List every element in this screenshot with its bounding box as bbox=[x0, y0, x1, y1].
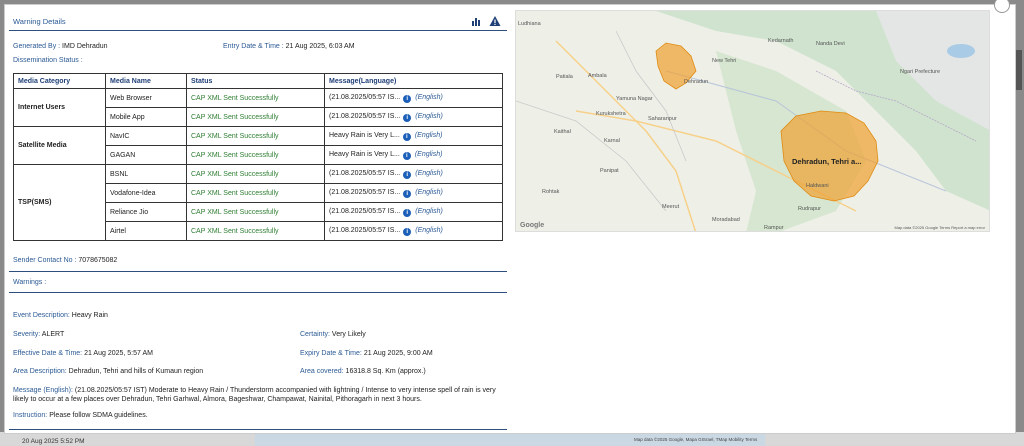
map-place-label: Nanda Devi bbox=[816, 41, 845, 47]
map-place-label: Karnal bbox=[604, 138, 620, 144]
language-link[interactable]: (English) bbox=[415, 226, 443, 234]
map-place-label: Rohtak bbox=[542, 189, 560, 195]
info-icon[interactable]: i bbox=[403, 209, 411, 217]
message-cell bbox=[325, 89, 503, 108]
bar-chart-icon[interactable] bbox=[471, 16, 481, 26]
media-name-cell: Reliance Jio bbox=[106, 203, 187, 222]
language-link[interactable]: (English) bbox=[415, 169, 443, 177]
effective-date-value: 21 Aug 2025, 5:57 AM bbox=[84, 350, 153, 357]
page-scrollbar[interactable] bbox=[1016, 50, 1022, 90]
dissemination-table bbox=[13, 73, 503, 241]
column-header-category: Media Category bbox=[14, 74, 106, 89]
message-english-line1: (21.08.2025/05:57 IST) Moderate to Heavy Rain / Thunderstorm accompanied with lightning / Intense to very intense spell of rain is very bbox=[74, 387, 496, 394]
entry-date-time bbox=[223, 43, 355, 50]
table-header-row bbox=[14, 74, 503, 89]
status-cell: CAP XML Sent Successfully bbox=[187, 165, 325, 184]
media-name-cell: Vodafone-Idea bbox=[106, 184, 187, 203]
section-divider bbox=[9, 429, 507, 430]
map-place-label: New Tehri bbox=[712, 58, 737, 64]
certainty-value: Very Likely bbox=[331, 331, 366, 338]
map-place-label: Ambala bbox=[588, 73, 607, 79]
message-english-label: Message (English): bbox=[13, 387, 73, 394]
info-icon[interactable]: i bbox=[403, 133, 411, 141]
event-description-label: Event Description: bbox=[13, 312, 70, 319]
warning-modal bbox=[4, 4, 1016, 434]
background-map-attribution: Map data ©2025 Google, Mapa GISrael, TMap Mobility Terms bbox=[634, 437, 758, 442]
language-link[interactable]: (English) bbox=[415, 188, 443, 196]
media-name-cell: BSNL bbox=[106, 165, 187, 184]
area-covered bbox=[300, 368, 426, 375]
message-text: (21.08.2025/05:57 IS... bbox=[329, 112, 401, 120]
column-header-status: Status bbox=[187, 74, 325, 89]
expiry-date-value: 21 Aug 2025, 9:00 AM bbox=[363, 350, 433, 357]
area-description bbox=[13, 368, 203, 375]
message-cell bbox=[325, 184, 503, 203]
warning-area-map[interactable] bbox=[515, 10, 990, 232]
warning-details-title: Warning Details bbox=[13, 17, 66, 26]
certainty bbox=[300, 331, 366, 338]
message-text: (21.08.2025/05:57 IS... bbox=[329, 226, 401, 234]
message-text: Heavy Rain is Very L... bbox=[329, 150, 400, 158]
instruction-value: Please follow SDMA guidelines. bbox=[49, 412, 148, 419]
details-panel bbox=[5, 5, 509, 435]
message-english bbox=[13, 386, 503, 404]
map-polygon-label[interactable]: Dehradun, Tehri a... bbox=[792, 157, 862, 166]
effective-date-label: Effective Date & Time: bbox=[13, 350, 83, 357]
table-row bbox=[14, 165, 503, 184]
sender-contact-value: 7078675082 bbox=[78, 257, 118, 264]
message-text: (21.08.2025/05:57 IS... bbox=[329, 93, 401, 101]
map-place-label: Rudrapur bbox=[798, 206, 821, 212]
message-cell bbox=[325, 146, 503, 165]
dissemination-status-label: Dissemination Status : bbox=[13, 57, 83, 64]
message-cell bbox=[325, 165, 503, 184]
map-place-label: Ngari Prefecture bbox=[900, 69, 941, 75]
map-place-label: Yamuna Nagar bbox=[616, 96, 653, 102]
background-date: 20 Aug 2025 5:52 PM bbox=[22, 438, 85, 445]
message-cell bbox=[325, 127, 503, 146]
expiry-date-label: Expiry Date & Time: bbox=[300, 350, 362, 357]
language-link[interactable]: (English) bbox=[415, 207, 443, 215]
info-icon[interactable]: i bbox=[403, 190, 411, 198]
instruction-label: Instruction: bbox=[13, 412, 48, 419]
expiry-date-time bbox=[300, 350, 433, 357]
map-place-label: Kurukshetra bbox=[596, 111, 626, 117]
instruction bbox=[13, 412, 148, 419]
status-cell: CAP XML Sent Successfully bbox=[187, 127, 325, 146]
google-logo: Google bbox=[520, 222, 545, 229]
entry-date-label: Entry Date & Time : bbox=[223, 43, 284, 50]
language-link[interactable]: (English) bbox=[415, 112, 443, 120]
map-place-label: Kedarnath bbox=[768, 38, 794, 44]
info-icon[interactable]: i bbox=[403, 228, 411, 236]
map-place-label: Dehradun bbox=[684, 79, 709, 85]
section-divider bbox=[9, 292, 507, 293]
certainty-label: Certainty: bbox=[300, 331, 330, 338]
language-link[interactable]: (English) bbox=[414, 131, 443, 139]
section-divider bbox=[9, 271, 507, 272]
map-canvas bbox=[516, 11, 990, 232]
language-link[interactable]: (English) bbox=[414, 150, 443, 158]
category-cell: Internet Users bbox=[14, 89, 106, 127]
entry-date-value: 21 Aug 2025, 6:03 AM bbox=[285, 43, 355, 50]
column-header-media-name: Media Name bbox=[106, 74, 187, 89]
message-text: (21.08.2025/05:57 IS... bbox=[329, 188, 401, 196]
map-place-label: Ludhiana bbox=[518, 21, 541, 27]
category-cell: Satellite Media bbox=[14, 127, 106, 165]
table-row bbox=[14, 127, 503, 146]
category-cell: TSP(SMS) bbox=[14, 165, 106, 241]
severity-label: Severity: bbox=[13, 331, 41, 338]
map-place-label: Moradabad bbox=[712, 217, 740, 223]
info-icon[interactable]: i bbox=[403, 171, 411, 179]
media-name-cell: Web Browser bbox=[106, 89, 187, 108]
status-cell: CAP XML Sent Successfully bbox=[187, 222, 325, 241]
warning-details-header bbox=[9, 11, 507, 31]
status-cell: CAP XML Sent Successfully bbox=[187, 108, 325, 127]
table-row bbox=[14, 89, 503, 108]
map-place-label: Rampur bbox=[764, 225, 784, 231]
warning-icon[interactable] bbox=[489, 15, 501, 27]
message-cell bbox=[325, 108, 503, 127]
area-description-label: Area Description: bbox=[13, 368, 67, 375]
event-description-value: Heavy Rain bbox=[71, 312, 108, 319]
sender-contact bbox=[13, 257, 117, 264]
media-name-cell: NavIC bbox=[106, 127, 187, 146]
language-link[interactable]: (English) bbox=[415, 93, 443, 101]
effective-date-time bbox=[13, 350, 153, 357]
map-place-label: Patiala bbox=[556, 74, 573, 80]
area-description-value: Dehradun, Tehri and hills of Kumaun region bbox=[68, 368, 204, 375]
message-cell bbox=[325, 222, 503, 241]
area-covered-label: Area covered: bbox=[300, 368, 344, 375]
map-place-label: Saharanpur bbox=[648, 116, 677, 122]
generated-by-label: Generated By : bbox=[13, 43, 61, 50]
map-place-label: Haldwani bbox=[806, 183, 829, 189]
info-icon[interactable]: i bbox=[403, 95, 411, 103]
status-cell: CAP XML Sent Successfully bbox=[187, 146, 325, 165]
sender-contact-label: Sender Contact No : bbox=[13, 257, 77, 264]
warnings-title: Warnings : bbox=[13, 279, 47, 286]
severity bbox=[13, 331, 64, 338]
media-name-cell: GAGAN bbox=[106, 146, 187, 165]
close-icon[interactable] bbox=[994, 0, 1010, 13]
severity-value: ALERT bbox=[41, 331, 65, 338]
media-name-cell: Airtel bbox=[106, 222, 187, 241]
message-english-line2: likely to occur at a few places over Dehradun, Tehri Garhwal, Almora, Bageshwar, Champawat, Nainital, Pithoragarh in next 3 hours. bbox=[13, 396, 422, 403]
info-icon[interactable]: i bbox=[403, 152, 411, 160]
map-place-label: Meerut bbox=[662, 204, 680, 210]
message-text: Heavy Rain is Very L... bbox=[329, 131, 400, 139]
area-covered-value: 16318.8 Sq. Km (approx.) bbox=[345, 368, 426, 375]
generated-by bbox=[13, 43, 108, 50]
status-cell: CAP XML Sent Successfully bbox=[187, 184, 325, 203]
column-header-message: Message(Language) bbox=[325, 74, 503, 89]
message-cell bbox=[325, 203, 503, 222]
message-text: (21.08.2025/05:57 IS... bbox=[329, 169, 401, 177]
info-icon[interactable]: i bbox=[403, 114, 411, 122]
message-text: (21.08.2025/05:57 IS... bbox=[329, 207, 401, 215]
generated-by-value: IMD Dehradun bbox=[62, 43, 108, 50]
map-place-label: Panipat bbox=[600, 168, 619, 174]
event-description bbox=[13, 312, 108, 319]
media-name-cell: Mobile App bbox=[106, 108, 187, 127]
status-cell: CAP XML Sent Successfully bbox=[187, 89, 325, 108]
map-place-label: Kaithal bbox=[554, 129, 571, 135]
map-attribution[interactable]: Map data ©2025 Google Terms Report a map error bbox=[894, 225, 985, 230]
status-cell: CAP XML Sent Successfully bbox=[187, 203, 325, 222]
